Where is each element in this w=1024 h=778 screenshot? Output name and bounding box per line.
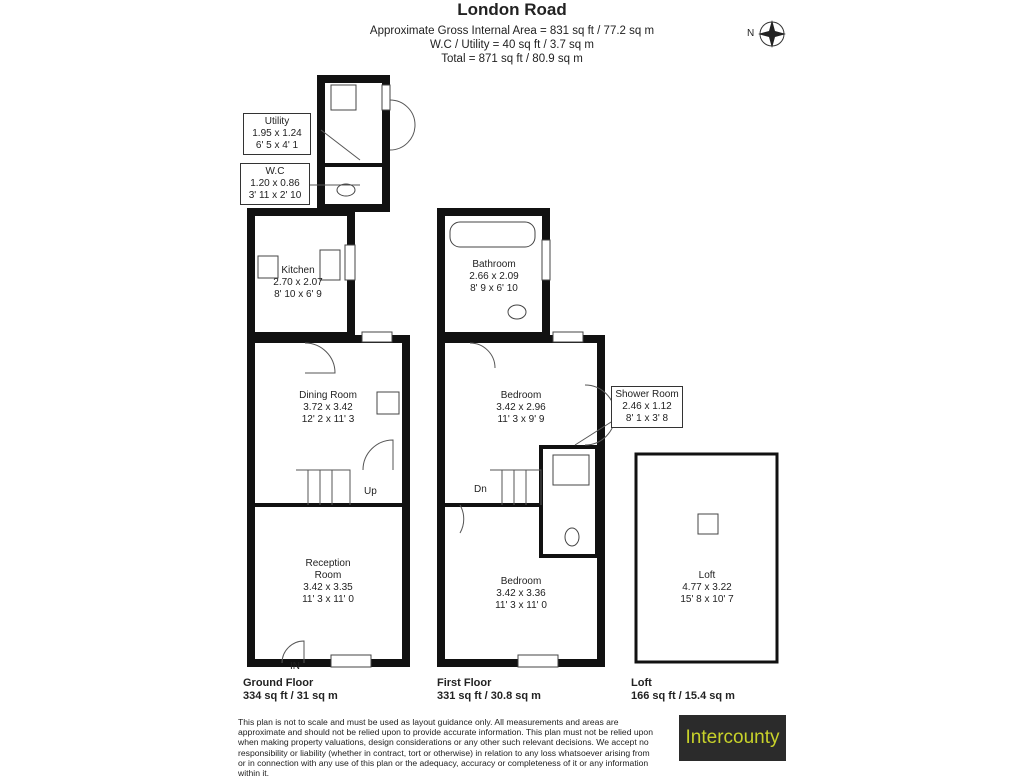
window bbox=[331, 655, 371, 667]
room-label-dining: Dining Room 3.72 x 3.42 12' 2 x 11' 3 bbox=[299, 390, 357, 425]
room-label-shower: Shower Room 2.46 x 1.12 8' 1 x 3' 8 bbox=[611, 386, 683, 428]
bath bbox=[450, 222, 535, 247]
floor-label-first: First Floor 331 sq ft / 30.8 sq m bbox=[437, 677, 541, 702]
first-floor-walls bbox=[441, 339, 601, 663]
stairs-up bbox=[296, 470, 350, 505]
stairs-down-label: Dn bbox=[474, 484, 487, 495]
toilet bbox=[508, 305, 526, 319]
loft-hatch bbox=[698, 514, 718, 534]
shower-tray bbox=[553, 455, 589, 485]
window bbox=[382, 85, 390, 110]
door bbox=[305, 343, 335, 373]
room-label-loft: Loft 4.77 x 3.22 15' 8 x 10' 7 bbox=[680, 570, 734, 605]
window bbox=[362, 332, 392, 342]
door bbox=[460, 505, 464, 533]
utility-door bbox=[390, 100, 415, 150]
wc-toilet bbox=[337, 184, 355, 196]
ground-floor-walls bbox=[251, 339, 406, 663]
gross-area: Approximate Gross Internal Area = 831 sq ft / 77.2 sq m bbox=[369, 25, 655, 37]
door bbox=[470, 343, 495, 368]
room-label-bedroom-2: Bedroom 3.42 x 3.36 11' 3 x 11' 0 bbox=[495, 576, 547, 611]
fireplace bbox=[377, 392, 399, 414]
wc-utility-area: W.C / Utility = 40 sq ft / 3.7 sq m bbox=[430, 39, 594, 51]
disclaimer: This plan is not to scale and must be used as layout guidance only. All measurements and areas are approximate and should not be relied upon to provide accurate information. This plan must not be relied upon when making property valuations, design considerations or any other such relevant decisions. We accept no responsibility or liability (whether in contract, tort or otherwise) in relation to any loss whatsoever arising from or in connection with any use of this plan or the adequacy, accuracy or completeness of it or any information within it. bbox=[238, 717, 653, 778]
room-label-utility: Utility 1.95 x 1.24 6' 5 x 4' 1 bbox=[243, 113, 311, 155]
entrance-label: IN bbox=[290, 661, 300, 672]
room-label-wc: W.C 1.20 x 0.86 3' 11 x 2' 10 bbox=[240, 163, 310, 205]
toilet bbox=[565, 528, 579, 546]
window bbox=[345, 245, 355, 280]
loft-walls bbox=[636, 454, 777, 662]
room-label-kitchen: Kitchen 2.70 x 2.07 8' 10 x 6' 9 bbox=[273, 265, 323, 300]
window bbox=[542, 240, 550, 280]
room-label-reception: Reception Room 3.42 x 3.35 11' 3 x 11' 0 bbox=[302, 558, 354, 605]
intercounty-logo: Intercounty bbox=[679, 715, 786, 761]
floor-label-loft: Loft 166 sq ft / 15.4 sq m bbox=[631, 677, 735, 702]
utility-sink bbox=[331, 85, 356, 110]
sink bbox=[320, 250, 340, 280]
stairs-down bbox=[490, 470, 541, 505]
stairs-up-label: Up bbox=[364, 486, 377, 497]
window bbox=[518, 655, 558, 667]
page-title: London Road bbox=[457, 0, 567, 19]
north-label: N bbox=[747, 28, 755, 39]
total-area: Total = 871 sq ft / 80.9 sq m bbox=[441, 53, 583, 65]
floor-label-ground: Ground Floor 334 sq ft / 31 sq m bbox=[243, 677, 338, 702]
door bbox=[363, 440, 393, 470]
room-label-bathroom: Bathroom 2.66 x 2.09 8' 9 x 6' 10 bbox=[469, 259, 519, 294]
room-label-bedroom-1: Bedroom 3.42 x 2.96 11' 3 x 9' 9 bbox=[496, 390, 546, 425]
window bbox=[553, 332, 583, 342]
